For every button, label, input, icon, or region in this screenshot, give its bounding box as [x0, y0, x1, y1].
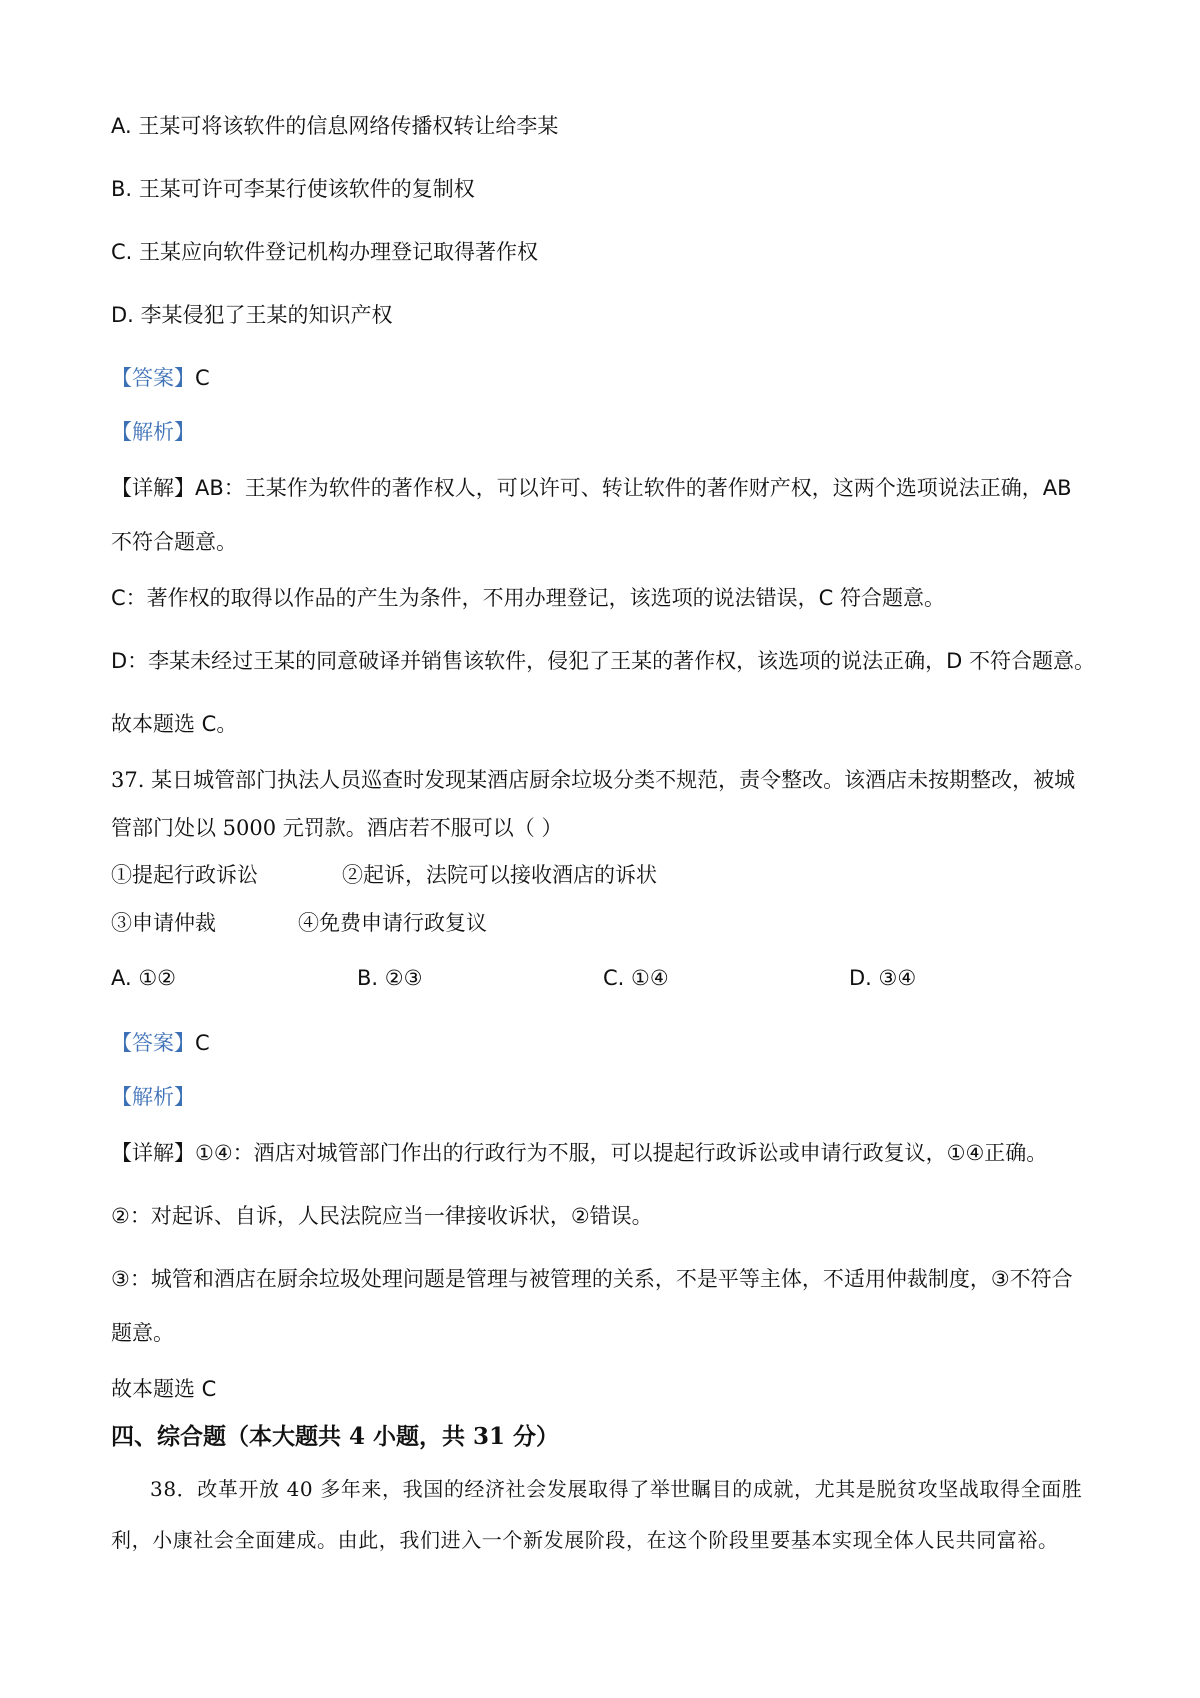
q36-analysis-label: 【解析】 [111, 420, 195, 444]
q36-detail-2: C：著作权的取得以作品的产生为条件，不用办理登记，该选项的说法错误，C 符合题意。 [111, 586, 945, 610]
q37-choice-c: C. ①④ [603, 966, 669, 990]
q36-detail-1b: 不符合题意。 [111, 530, 237, 554]
q37-answer [111, 1029, 210, 1057]
answer-value: C [195, 366, 210, 390]
answer-label: 【答案】 [111, 366, 195, 390]
detail-label: 【详解】 [111, 476, 195, 500]
detail-label: 【详解】 [111, 1141, 195, 1165]
detail-text: AB：王某作为软件的著作权人，可以许可、转让软件的著作财产权，这两个选项说法正确，AB [195, 476, 1072, 500]
q36-conclusion: 故本题选 C。 [111, 712, 238, 736]
q38-line-2: 利，小康社会全面建成。由此，我们进入一个新发展阶段，在这个阶段里要基本实现全体人民共同富裕。 [111, 1528, 1059, 1552]
q37-item-1: ①提起行政诉讼 [111, 863, 258, 887]
section-heading: 四、综合题（本大题共 4 小题，共 31 分） [111, 1423, 560, 1450]
q37-item-2: ②起诉，法院可以接收酒店的诉状 [342, 863, 657, 887]
q38-line-1: 38．改革开放 40 多年来，我国的经济社会发展取得了举世瞩目的成就，尤其是脱贫攻坚战取得全面胜 [150, 1477, 1083, 1501]
q36-option-c: C. 王某应向软件登记机构办理登记取得著作权 [111, 240, 539, 264]
q37-choice-d: D. ③④ [849, 966, 917, 990]
q36-option-d: D. 李某侵犯了王某的知识产权 [111, 303, 393, 327]
q37-item-3: ③申请仲裁 [111, 911, 216, 935]
q37-conclusion: 故本题选 C [111, 1377, 217, 1401]
q36-option-b: B. 王某可许可李某行使该软件的复制权 [111, 177, 475, 201]
detail-text: ①④：酒店对城管部门作出的行政行为不服，可以提起行政诉讼或申请行政复议，①④正确。 [195, 1141, 1048, 1165]
q37-detail-2: ②：对起诉、自诉，人民法院应当一律接收诉状，②错误。 [111, 1204, 653, 1228]
q36-detail-1 [111, 474, 1072, 502]
q37-analysis-label: 【解析】 [111, 1085, 195, 1109]
q37-item-4: ④免费申请行政复议 [298, 911, 487, 935]
answer-label: 【答案】 [111, 1031, 195, 1055]
q37-detail-3b: 题意。 [111, 1321, 174, 1345]
q37-detail-1 [111, 1139, 1047, 1167]
q37-stem-2: 管部门处以 5000 元罚款。酒店若不服可以（ ） [111, 816, 563, 840]
q37-detail-3: ③：城管和酒店在厨余垃圾处理问题是管理与被管理的关系，不是平等主体，不适用仲裁制度，③不符合 [111, 1267, 1073, 1291]
q37-choice-a: A. ①② [111, 966, 176, 990]
q37-stem-1: 37. 某日城管部门执法人员巡查时发现某酒店厨余垃圾分类不规范，责令整改。该酒店未按期整改，被城 [111, 768, 1076, 792]
q36-option-a: A. 王某可将该软件的信息网络传播权转让给李某 [111, 114, 559, 138]
answer-value: C [195, 1031, 210, 1055]
q37-choice-b: B. ②③ [357, 966, 423, 990]
q36-detail-3: D：李某未经过王某的同意破译并销售该软件，侵犯了王某的著作权，该选项的说法正确，D 不符合题意。 [111, 649, 1096, 673]
q36-answer [111, 364, 210, 392]
